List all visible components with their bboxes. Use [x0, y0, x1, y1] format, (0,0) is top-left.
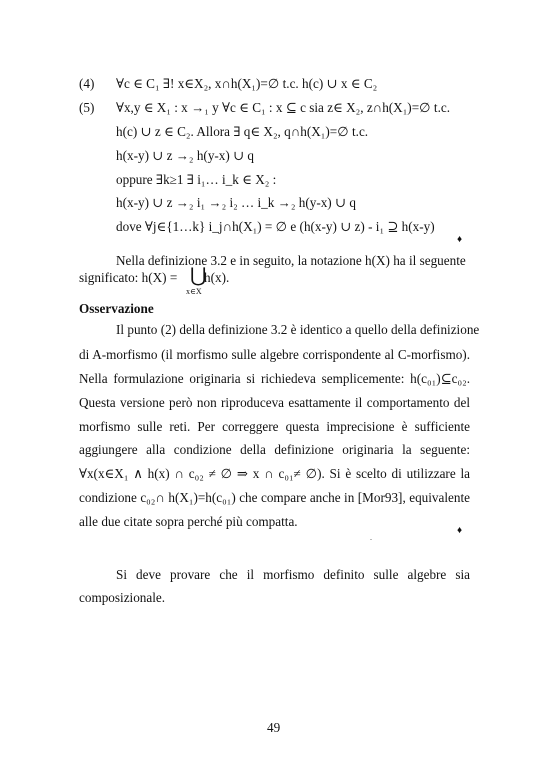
end-of-observation-diamond: ♦ — [457, 525, 463, 536]
union-symbol: ⋃ — [190, 265, 207, 287]
item-5-formula-line6: dove ∀j∈{1…k} i_j∩h(X₁) = ∅ e (h(x-y) ∪ z) - i₁ ⊇ h(x-y) — [116, 219, 435, 234]
item-5-formula-line3: h(x-y) ∪ z →₂ h(y-x) ∪ q — [116, 148, 255, 163]
observation-line-1: Il punto (2) della definizione 3.2 è identico a quello della definizione — [116, 322, 480, 337]
observation-line-7: ∀x(x∈X₁ ∧ h(x) ∩ c₀₂ ≠ ∅ ⇒ x ∩ c₀₁≠ ∅). Si è scelto di utilizzare la — [79, 466, 470, 481]
item-4-formula: ∀c ∈ C₁ ∃! x∈X₂, x∩h(X₁)=∅ t.c. h(c) ∪ x ∈ C₂ — [116, 76, 378, 91]
observation-line-2: di A-morfismo (il morfismo sulle algebre corrispondente al C-morfismo). — [79, 347, 470, 362]
closing-line-2: composizionale. — [79, 590, 166, 605]
page-number: 49 — [267, 720, 281, 735]
note-line2: significato: h(X) = — [79, 270, 178, 285]
item-5-formula-line4: oppure ∃k≥1 ∃ i₁… i_k ∈ X₂ : — [116, 172, 277, 187]
note-line1: Nella definizione 3.2 e in seguito, la notazione h(X) ha il seguente — [116, 253, 466, 268]
observation-line-4: Questa versione però non riproduceva esattamente il comportamento del — [79, 395, 470, 410]
closing-line-1: Si deve provare che il morfismo definito sulle algebre sia — [116, 567, 470, 582]
item-5-formula-line2: h(c) ∪ z ∈ C₂. Allora ∃ q∈ X₂, q∩h(X₁)=∅ t.c. — [116, 124, 369, 139]
scan-speck — [370, 539, 372, 540]
item-5-formula-line5: h(x-y) ∪ z →₂ i₁ →₂ i₂ … i_k →₂ h(y-x) ∪ q — [116, 195, 356, 210]
observation-line-8: condizione c₀₂∩ h(X₁)=h(c₀₁) che compare anche in [Mor93], equivalente — [79, 490, 470, 505]
observation-line-5: morfismo sulle reti. Per correggere questa imprecisione è sufficiente — [79, 419, 470, 434]
observation-heading: Osservazione — [79, 301, 154, 316]
observation-line-9: alle due citate sopra perché più compatta. — [79, 514, 298, 529]
observation-line-6: aggiungere alla condizione della definizione originaria la seguente: — [79, 442, 470, 457]
item-5-label: (5) — [79, 100, 95, 115]
end-of-definition-diamond: ♦ — [457, 234, 463, 245]
observation-line-3: Nella formulazione originaria si richiedeva semplicemente: h(c₀₁)⊆c₀₂. — [79, 371, 470, 386]
item-5-formula-line1: ∀x,y ∈ X₁ : x →₁ y ∀c ∈ C₁ : x ⊆ c sia z∈ X₂, z∩h(X₁)=∅ t.c. — [116, 100, 451, 115]
union-formula: h(x). — [204, 270, 230, 285]
item-4-label: (4) — [79, 76, 95, 91]
union-subscript: x∈X — [186, 287, 202, 296]
